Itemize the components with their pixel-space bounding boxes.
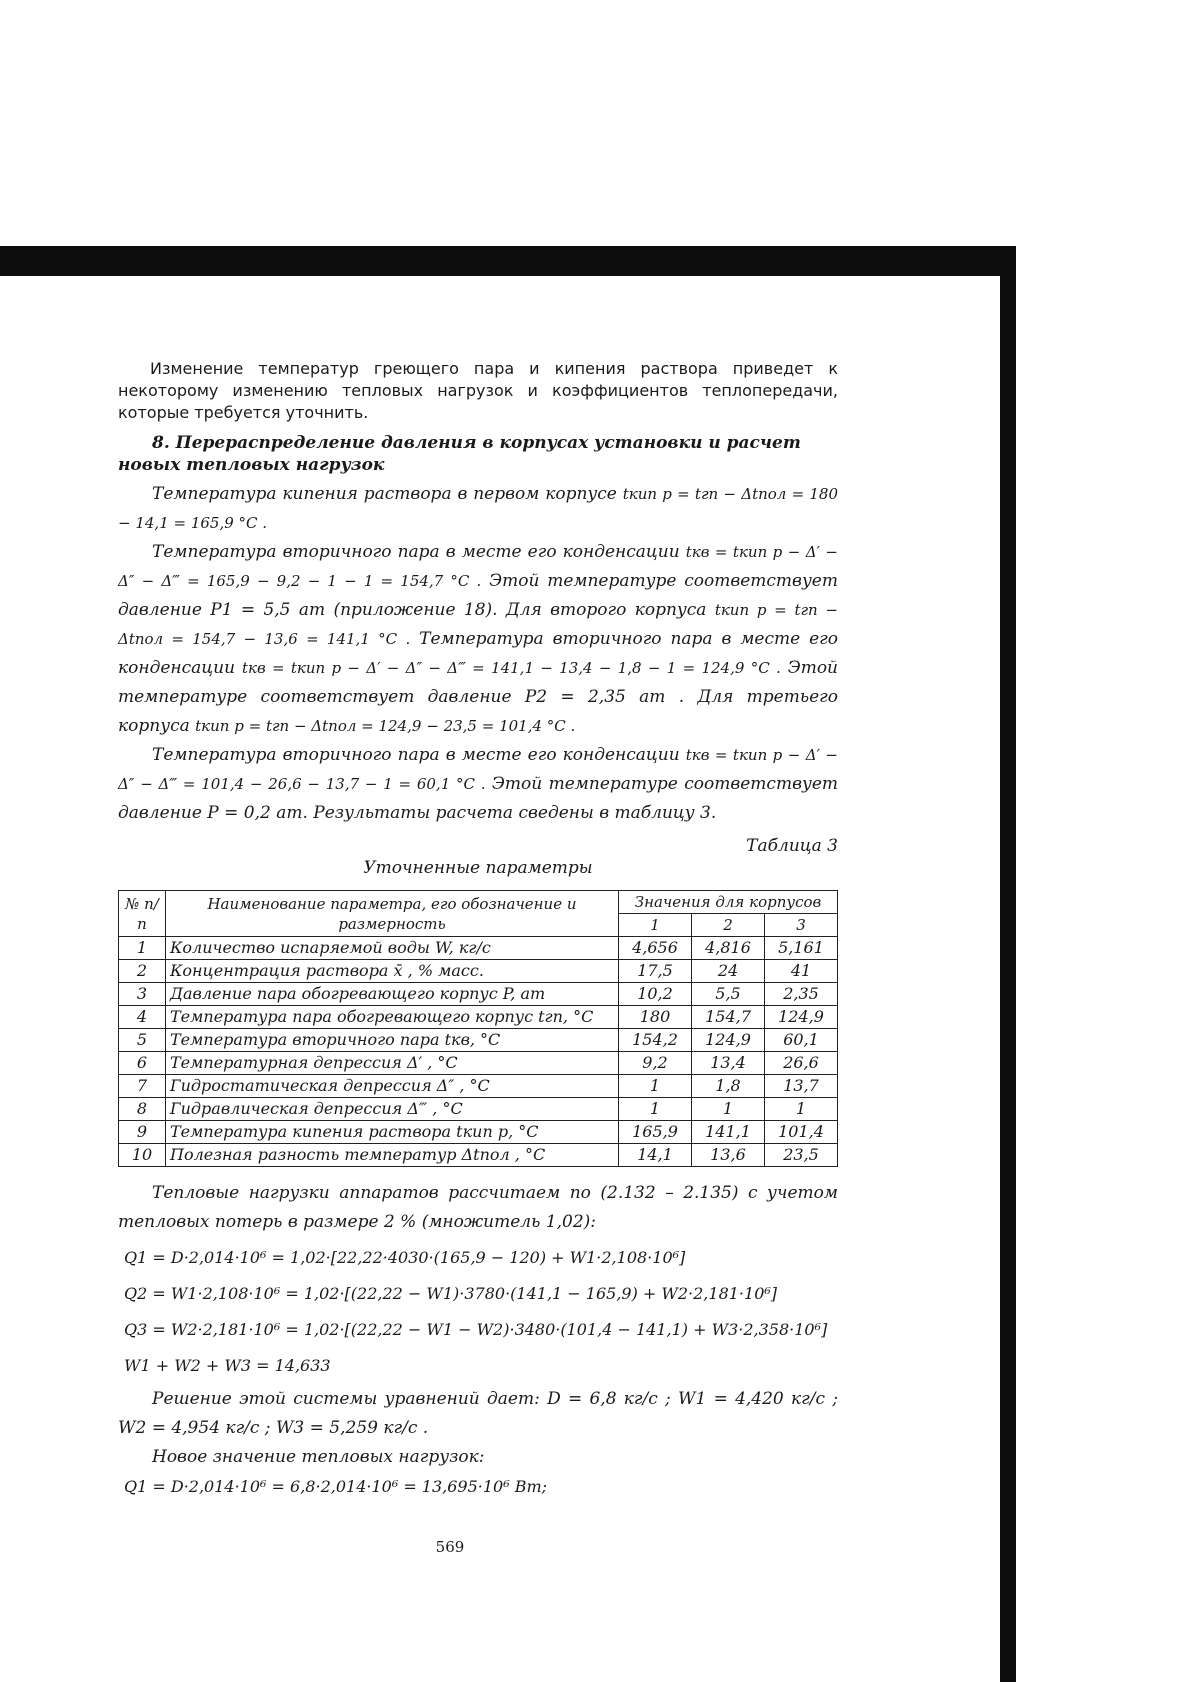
equation-q2: Q2 = W1·2,108·10⁶ = 1,02·[(22,22 − W1)·3780·(141,1 − 165,9) + W2·2,181·10⁶]: [124, 1284, 778, 1303]
table-row: [119, 960, 838, 983]
cell-value-corpus-1: 4,656: [619, 937, 692, 960]
cell-number: 9: [119, 1121, 166, 1144]
p2-text-a: Температура вторичного пара в месте его конденсации: [152, 542, 680, 562]
cell-value-corpus-1: 1: [619, 1098, 692, 1121]
scan-border-top: [0, 246, 1014, 276]
parameters-table: [118, 890, 838, 1167]
table-row: [119, 1121, 838, 1144]
table-row: [119, 1098, 838, 1121]
table-row: [119, 1006, 838, 1029]
cell-value-corpus-1: 14,1: [619, 1144, 692, 1167]
p3-text-a: Температура вторичного пара в месте его конденсации: [152, 745, 680, 765]
cell-number: 8: [119, 1098, 166, 1121]
cell-value-corpus-3: 60,1: [765, 1029, 838, 1052]
page-number: 569: [435, 1538, 465, 1556]
cell-value-corpus-3: 101,4: [765, 1121, 838, 1144]
cell-value-corpus-3: 5,161: [765, 937, 838, 960]
cell-number: 1: [119, 937, 166, 960]
paragraph-third-body: [118, 741, 838, 828]
header-parameter: Наименование параметра, его обозначение и размерность: [166, 891, 619, 937]
p3-formula: tкв = tкип р − Δ′ − Δ″ − Δ‴ = 101,4 − 26,6 − 13,7 − 1 = 60,1 °C .: [118, 746, 838, 793]
table-row: [119, 1029, 838, 1052]
paragraph-heat-loads: Тепловые нагрузки аппаратов рассчитаем по (2.132 – 2.135) с учетом тепловых потерь в размере 2 % (множитель 1,02):: [118, 1183, 838, 1232]
cell-parameter-name: Температура пара обогревающего корпус tгп, °C: [166, 1006, 619, 1029]
scan-border-right: [1000, 246, 1016, 1682]
p2-text-d: Этой температуре соответствует давление P2 = 2,35 ат . Для третьего корпуса: [118, 658, 838, 736]
cell-number: 10: [119, 1144, 166, 1167]
table-row: [119, 983, 838, 1006]
cell-value-corpus-2: 141,1: [692, 1121, 765, 1144]
cell-value-corpus-1: 180: [619, 1006, 692, 1029]
p2-text-c: Температура вторичного пара в месте его конденсации: [118, 629, 838, 678]
p2-formula-c: tкв = tкип р − Δ′ − Δ″ − Δ‴ = 141,1 − 13,4 − 1,8 − 1 = 124,9 °C .: [241, 659, 781, 677]
cell-value-corpus-2: 1: [692, 1098, 765, 1121]
cell-number: 7: [119, 1075, 166, 1098]
header-corpus-2: 2: [692, 914, 765, 937]
cell-number: 5: [119, 1029, 166, 1052]
cell-value-corpus-3: 124,9: [765, 1006, 838, 1029]
table-body: [119, 937, 838, 1167]
cell-parameter-name: Давление пара обогревающего корпус P, ат: [166, 983, 619, 1006]
cell-value-corpus-3: 41: [765, 960, 838, 983]
header-corpus-3: 3: [765, 914, 838, 937]
cell-value-corpus-1: 154,2: [619, 1029, 692, 1052]
cell-parameter-name: Количество испаряемой воды W, кг/с: [166, 937, 619, 960]
p2-text-b: Этой температуре соответствует давление P1 = 5,5 ат (приложение 18). Для второго корпуса: [118, 571, 838, 620]
p2-formula-b: tкип р = tгп − Δtпол = 154,7 − 13,6 = 141,1 °C .: [118, 601, 839, 648]
cell-parameter-name: Гидравлическая депрессия Δ‴ , °C: [166, 1098, 619, 1121]
cell-value-corpus-3: 2,35: [765, 983, 838, 1006]
paragraph-solution: Решение этой системы уравнений дает: D = 6,8 кг/с ; W1 = 4,420 кг/с ; W2 = 4,954 кг/с ; W3 = 5,259 кг/с .: [118, 1389, 838, 1438]
table-row: [119, 1075, 838, 1098]
cell-value-corpus-3: 26,6: [765, 1052, 838, 1075]
cell-number: 2: [119, 960, 166, 983]
cell-value-corpus-3: 1: [765, 1098, 838, 1121]
paragraph-new-loads: Новое значение тепловых нагрузок:: [152, 1447, 485, 1467]
table-row: [119, 937, 838, 960]
p3-text-b: Этой температуре соответствует давление P = 0,2 ат. Результаты расчета сведены в таблицу 3.: [118, 774, 839, 823]
cell-number: 4: [119, 1006, 166, 1029]
cell-value-corpus-2: 13,6: [692, 1144, 765, 1167]
cell-value-corpus-1: 1: [619, 1075, 692, 1098]
header-number: № п/п: [119, 891, 166, 937]
paragraph-secondary-steam: [118, 538, 838, 741]
cell-parameter-name: Полезная разность температур Δtпол , °C: [166, 1144, 619, 1167]
cell-value-corpus-1: 10,2: [619, 983, 692, 1006]
cell-value-corpus-2: 24: [692, 960, 765, 983]
p2-formula-d: tкип р = tгп − Δtпол = 124,9 − 23,5 = 101,4 °C .: [195, 717, 576, 735]
cell-number: 3: [119, 983, 166, 1006]
p1-formula: tкип р = tгп − Δtпол = 180 − 14,1 = 165,9 °C .: [118, 485, 839, 532]
p2-formula-a: tкв = tкип р − Δ′ − Δ″ − Δ‴ = 165,9 − 9,2 − 1 − 1 = 154,7 °C .: [118, 543, 838, 590]
p1-text: Температура кипения раствора в первом корпусе: [152, 484, 617, 504]
cell-value-corpus-3: 13,7: [765, 1075, 838, 1098]
cell-value-corpus-2: 13,4: [692, 1052, 765, 1075]
cell-value-corpus-2: 5,5: [692, 983, 765, 1006]
equation-q1-new: Q1 = D·2,014·10⁶ = 6,8·2,014·10⁶ = 13,695·10⁶ Вт;: [124, 1477, 548, 1496]
table-caption: Таблица 3: [746, 836, 838, 856]
table-title: Уточненные параметры: [363, 858, 593, 878]
page-content: [118, 358, 838, 1502]
section-heading: 8. Перераспределение давления в корпусах установки и расчет новых тепловых нагрузок: [118, 433, 801, 475]
header-corpus-1: 1: [619, 914, 692, 937]
cell-parameter-name: Концентрация раствора x̄ , % масс.: [166, 960, 619, 983]
cell-parameter-name: Температура вторичного пара tкв, °C: [166, 1029, 619, 1052]
table-row: [119, 1052, 838, 1075]
cell-value-corpus-3: 23,5: [765, 1144, 838, 1167]
cell-value-corpus-2: 1,8: [692, 1075, 765, 1098]
cell-parameter-name: Гидростатическая депрессия Δ″ , °C: [166, 1075, 619, 1098]
cell-value-corpus-2: 4,816: [692, 937, 765, 960]
cell-value-corpus-2: 154,7: [692, 1006, 765, 1029]
header-values: Значения для корпусов: [619, 891, 838, 914]
cell-value-corpus-2: 124,9: [692, 1029, 765, 1052]
cell-parameter-name: Температурная депрессия Δ′ , °C: [166, 1052, 619, 1075]
paragraph-boiling-first: [118, 480, 838, 538]
cell-value-corpus-1: 9,2: [619, 1052, 692, 1075]
intro-paragraph: Изменение температур греющего пара и кипения раствора приведет к некоторому изменению тепловых нагрузок и коэффициентов теплопередачи, которые требуется уточнить.: [118, 359, 838, 422]
equation-sum: W1 + W2 + W3 = 14,633: [124, 1356, 331, 1375]
table-row: [119, 1144, 838, 1167]
equation-q1: Q1 = D·2,014·10⁶ = 1,02·[22,22·4030·(165,9 − 120) + W1·2,108·10⁶]: [124, 1248, 686, 1267]
cell-value-corpus-1: 17,5: [619, 960, 692, 983]
cell-parameter-name: Температура кипения раствора tкип р, °C: [166, 1121, 619, 1144]
equation-q3: Q3 = W2·2,181·10⁶ = 1,02·[(22,22 − W1 − W2)·3480·(101,4 − 141,1) + W3·2,358·10⁶]: [124, 1320, 828, 1339]
cell-number: 6: [119, 1052, 166, 1075]
cell-value-corpus-1: 165,9: [619, 1121, 692, 1144]
